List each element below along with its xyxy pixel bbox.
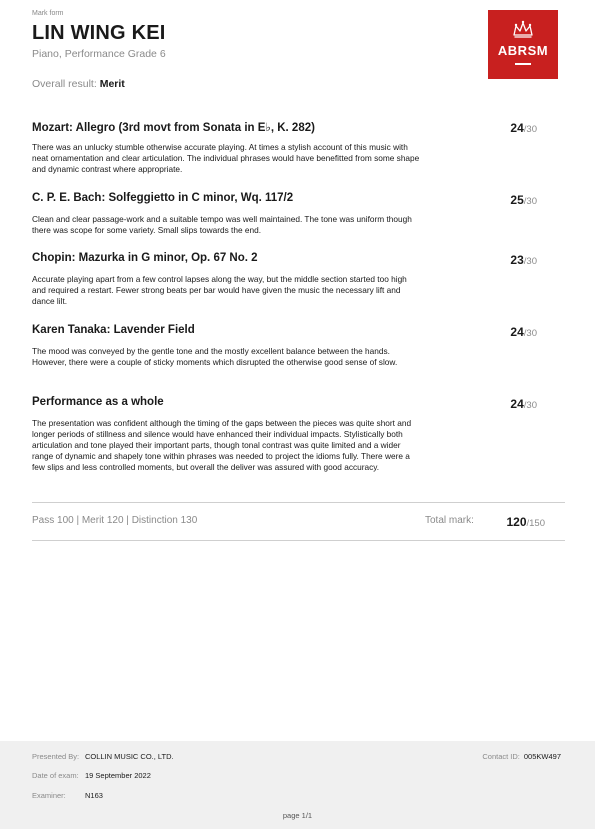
presented-by <box>32 752 174 761</box>
piece-comment: There was an unlucky stumble otherwise accurate playing. At times a stylish account of this music with neat ornamentation and clear articulation. The individual phrases would have benefitted from some shape and dynamic contrast where appropriate. <box>32 142 420 174</box>
date-of-exam-label: Date of exam: <box>32 771 79 780</box>
piece-mark-out-of: /30 <box>523 256 537 267</box>
page-number: page 1/1 <box>282 811 313 820</box>
piece-comment: The presentation was confident although the timing of the gaps between the pieces was quite short and longer periods of stillness and silence would have enhanced their individual impacts. Stylistically both articulation and tone played their important parts, though tonal contrast was quite limited and a wider range of dynamic and shapely tone within phrases was needed to project the idioms fully. There were a few slips and less controlled moments, but overall the deliver was assured with good accuracy. <box>32 418 412 472</box>
piece-mark-value: 24 <box>510 121 524 135</box>
logo-underline <box>515 63 531 65</box>
contact-id-value: 005KW497 <box>523 752 561 761</box>
overall-result <box>32 78 125 90</box>
totals-row <box>32 503 563 541</box>
piece-mark-out-of: /30 <box>523 328 537 339</box>
crown-icon <box>512 20 534 38</box>
footer <box>0 741 595 829</box>
examiner-label: Examiner: <box>32 791 66 800</box>
piece-title: Karen Tanaka: Lavender Field <box>32 324 195 336</box>
piece-mark <box>510 253 537 267</box>
exam-subject: Piano, Performance Grade 6 <box>32 48 166 60</box>
presented-by-label: Presented By: <box>32 752 80 761</box>
total-mark <box>506 515 545 529</box>
piece-mark-out-of: /30 <box>523 400 537 411</box>
piece-title: C. P. E. Bach: Solfeggietto in C minor, Wq. 117/2 <box>32 192 294 204</box>
piece-mark-value: 23 <box>510 253 524 267</box>
overall-result-label: Overall result: <box>32 78 97 90</box>
date-of-exam-value: 19 September 2022 <box>85 771 151 780</box>
logo-wordmark: ABRSM <box>497 43 549 58</box>
grade-thresholds: Pass 100 | Merit 120 | Distinction 130 <box>32 515 198 526</box>
totals-bottom-divider <box>32 540 565 541</box>
contact-id <box>482 752 561 761</box>
piece-title: Performance as a whole <box>32 396 164 408</box>
overall-result-value: Merit <box>99 78 125 90</box>
total-mark-label: Total mark: <box>425 515 474 526</box>
examiner <box>32 791 103 800</box>
form-label: Mark form <box>32 10 64 17</box>
piece-comment: Accurate playing apart from a few control lapses along the way, but the middle section started too high and required a restart. Fewer strong beats per bar would have given the music the necessary lift and dance lilt. <box>32 274 407 306</box>
date-of-exam <box>32 771 151 780</box>
header <box>32 10 563 90</box>
piece-title: Chopin: Mazurka in G minor, Op. 67 No. 2 <box>32 252 258 264</box>
piece-title: Mozart: Allegro (3rd movt from Sonata in E♭, K. 282) <box>32 122 315 134</box>
total-mark-out-of: /150 <box>526 518 545 529</box>
piece-mark <box>510 193 537 207</box>
piece-mark-out-of: /30 <box>523 124 537 135</box>
candidate-name: LIN WING KEI <box>32 22 166 44</box>
piece-mark-value: 25 <box>510 193 524 207</box>
piece-mark <box>510 397 537 411</box>
contact-id-label: Contact ID: <box>482 752 520 761</box>
examiner-value: N163 <box>85 791 103 800</box>
piece-mark-value: 24 <box>510 397 524 411</box>
piece-mark <box>510 121 537 135</box>
piece-comment: The mood was conveyed by the gentle tone and the mostly excellent balance between the hands. However, there were a couple of sticky moments which disrupted the otherwise good sense of slow. <box>32 346 398 367</box>
piece-mark <box>510 325 537 339</box>
piece-comment: Clean and clear passage-work and a suitable tempo was well maintained. The tone was uniform though there was scope for some variety. Small slips towards the end. <box>32 214 412 235</box>
piece-mark-out-of: /30 <box>523 196 537 207</box>
presented-by-value: COLLIN MUSIC CO., LTD. <box>85 752 174 761</box>
abrsm-logo <box>488 10 558 79</box>
piece-mark-value: 24 <box>510 325 524 339</box>
total-mark-value: 120 <box>506 515 527 529</box>
